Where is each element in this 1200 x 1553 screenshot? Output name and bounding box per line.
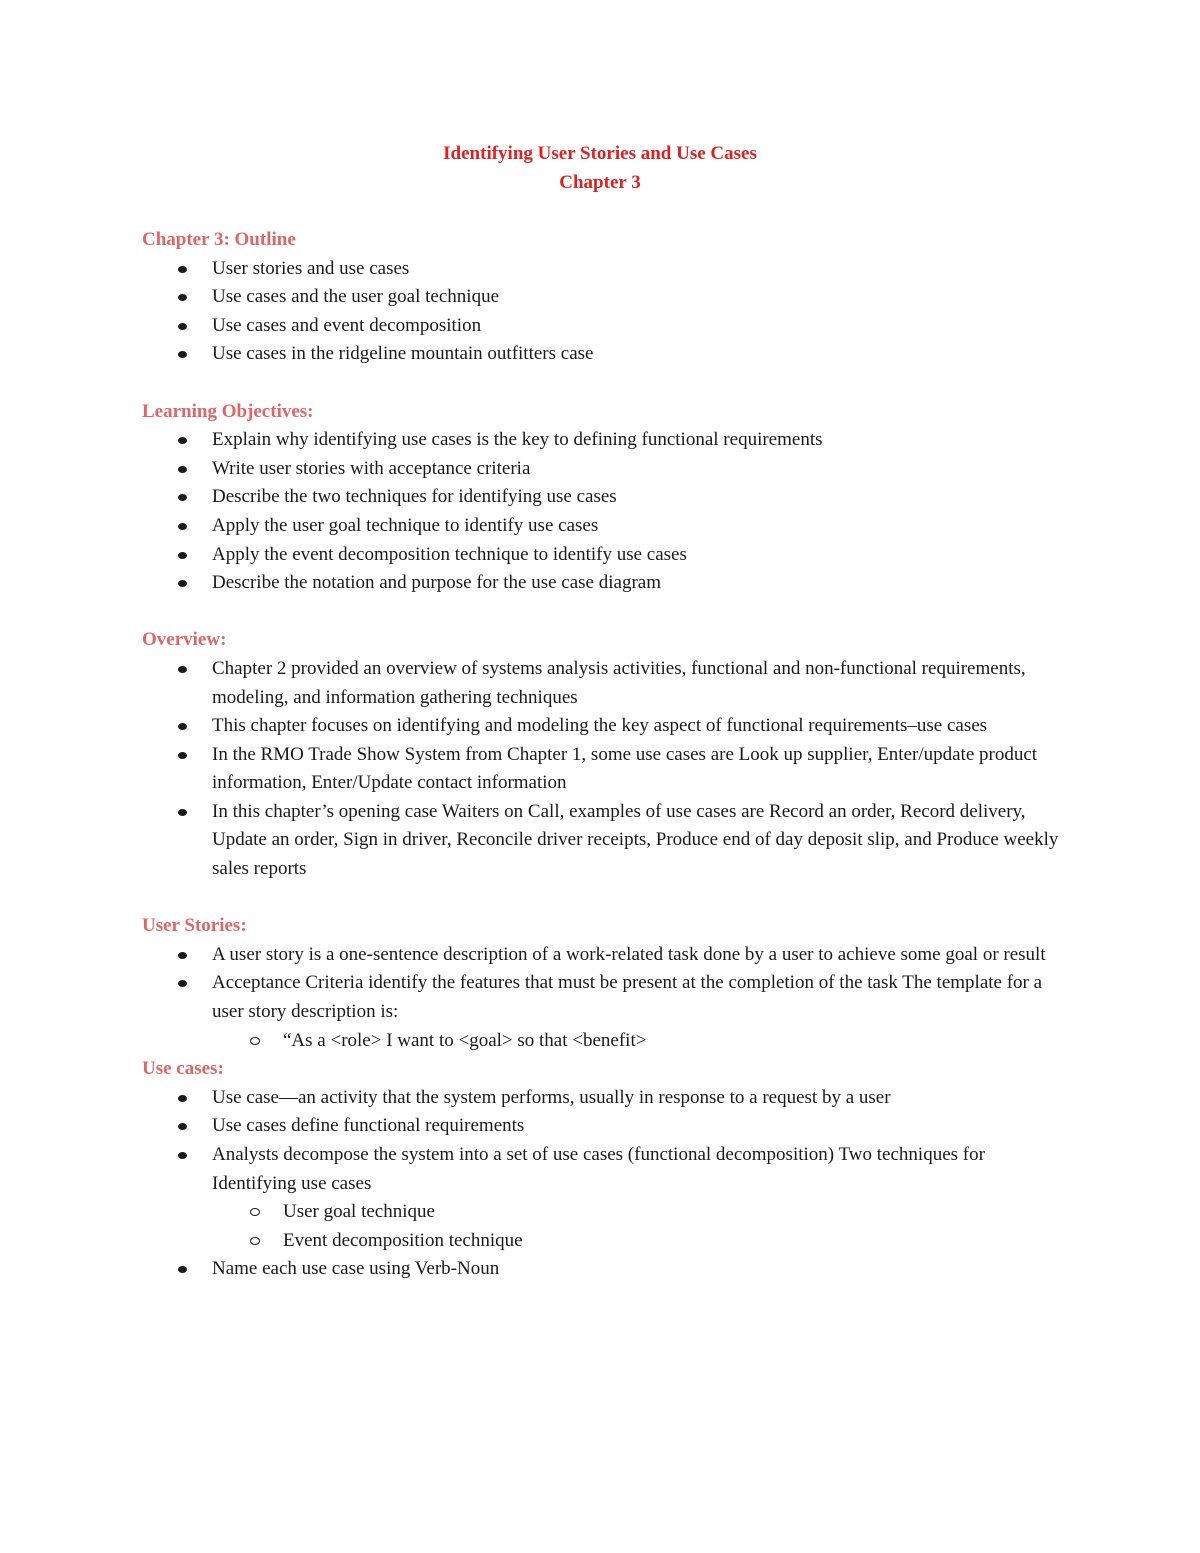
bullet-icon bbox=[178, 580, 187, 587]
list-item: This chapter focuses on identifying and modeling the key aspect of functional requirements–use cases bbox=[142, 712, 1062, 741]
bullet-list bbox=[142, 655, 1062, 884]
bullet-icon bbox=[178, 437, 187, 444]
bullet-list bbox=[142, 941, 1062, 1055]
list-item: Apply the user goal technique to identify use cases bbox=[142, 512, 1062, 541]
bullet-icon bbox=[178, 466, 187, 473]
list-item: Write user stories with acceptance criteria bbox=[142, 455, 1062, 484]
list-item: Use cases define functional requirements bbox=[142, 1112, 1062, 1141]
list-item: Use cases in the ridgeline mountain outfitters case bbox=[142, 340, 1062, 369]
bullet-icon bbox=[178, 323, 187, 330]
title-block bbox=[0, 140, 1200, 197]
sub-list-item: Event decomposition technique bbox=[212, 1227, 1062, 1256]
list-item: Describe the notation and purpose for the use case diagram bbox=[142, 569, 1062, 598]
list-item: Name each use case using Verb-Noun bbox=[142, 1255, 1062, 1284]
bullet-icon bbox=[178, 523, 187, 530]
bullet-icon bbox=[178, 1152, 187, 1159]
list-item: In the RMO Trade Show System from Chapter 1, some use cases are Look up supplier, Enter/update product information, Enter/Update contact information bbox=[142, 741, 1062, 798]
list-item: Apply the event decomposition technique to identify use cases bbox=[142, 541, 1062, 570]
list-item: Explain why identifying use cases is the key to defining functional requirements bbox=[142, 426, 1062, 455]
section-learning-objectives bbox=[142, 398, 1062, 598]
section-heading: Chapter 3: Outline bbox=[142, 229, 296, 250]
bullet-icon bbox=[178, 552, 187, 559]
section-user-stories bbox=[142, 912, 1062, 1055]
section-heading: User Stories: bbox=[142, 915, 247, 937]
section-use-cases bbox=[142, 1055, 1062, 1284]
list-item: Use cases and event decomposition bbox=[142, 312, 1062, 341]
bullet-list bbox=[142, 255, 1062, 369]
bullet-icon bbox=[178, 809, 187, 816]
hollow-bullet-icon bbox=[250, 1237, 260, 1245]
list-item: Describe the two techniques for identifying use cases bbox=[142, 483, 1062, 512]
section-heading: Learning Objectives: bbox=[142, 400, 314, 422]
section-overview bbox=[142, 626, 1062, 883]
sub-list-item: User goal technique bbox=[212, 1198, 1062, 1227]
bullet-list bbox=[142, 426, 1062, 598]
bullet-icon bbox=[178, 1266, 187, 1273]
list-item: A user story is a one-sentence description of a work-related task done by a user to achieve some goal or result bbox=[142, 941, 1062, 970]
list-item: Use case—an activity that the system performs, usually in response to a request by a user bbox=[142, 1084, 1062, 1113]
bullet-list bbox=[142, 1084, 1062, 1284]
bullet-icon bbox=[178, 351, 187, 358]
list-item: Analysts decompose the system into a set of use cases (functional decomposition) Two techniques for Identifying use cases User goal technique Event decomposition technique bbox=[142, 1141, 1062, 1255]
sub-list bbox=[212, 1198, 1062, 1255]
bullet-icon bbox=[178, 494, 187, 501]
section-heading: Use cases: bbox=[142, 1058, 224, 1080]
bullet-icon bbox=[178, 952, 187, 959]
list-item: Use cases and the user goal technique bbox=[142, 283, 1062, 312]
hollow-bullet-icon bbox=[250, 1037, 260, 1045]
sub-list bbox=[212, 1027, 1062, 1056]
bullet-icon bbox=[178, 666, 187, 673]
bullet-icon bbox=[178, 752, 187, 759]
list-item: Chapter 2 provided an overview of systems analysis activities, functional and non-functional requirements, modeling, and information gathering techniques bbox=[142, 655, 1062, 712]
bullet-icon bbox=[178, 723, 187, 730]
sub-list-item: “As a <role> I want to <goal> so that <benefit> bbox=[212, 1027, 1062, 1056]
bullet-icon bbox=[178, 294, 187, 301]
chapter-label: Chapter 3 bbox=[559, 171, 641, 193]
list-item: User stories and use cases bbox=[142, 255, 1062, 284]
bullet-icon bbox=[178, 1123, 187, 1130]
list-item: Acceptance Criteria identify the features that must be present at the completion of the task The template for a user story description is: “As a <role> I want to <goal> so that <benefit> bbox=[142, 969, 1062, 1055]
section-outline bbox=[142, 226, 1062, 369]
hollow-bullet-icon bbox=[250, 1208, 260, 1216]
list-item: In this chapter’s opening case Waiters on Call, examples of use cases are Record an order, Record delivery, Update an order, Sign in driver, Reconcile driver receipts, Produce end of day deposit slip, and Produce weekly sales reports bbox=[142, 798, 1062, 884]
bullet-icon bbox=[178, 980, 187, 987]
bullet-icon bbox=[178, 1095, 187, 1102]
document-title: Identifying User Stories and Use Cases bbox=[443, 143, 757, 164]
bullet-icon bbox=[178, 266, 187, 273]
document-body bbox=[142, 226, 1062, 1313]
section-heading: Overview: bbox=[142, 629, 227, 651]
